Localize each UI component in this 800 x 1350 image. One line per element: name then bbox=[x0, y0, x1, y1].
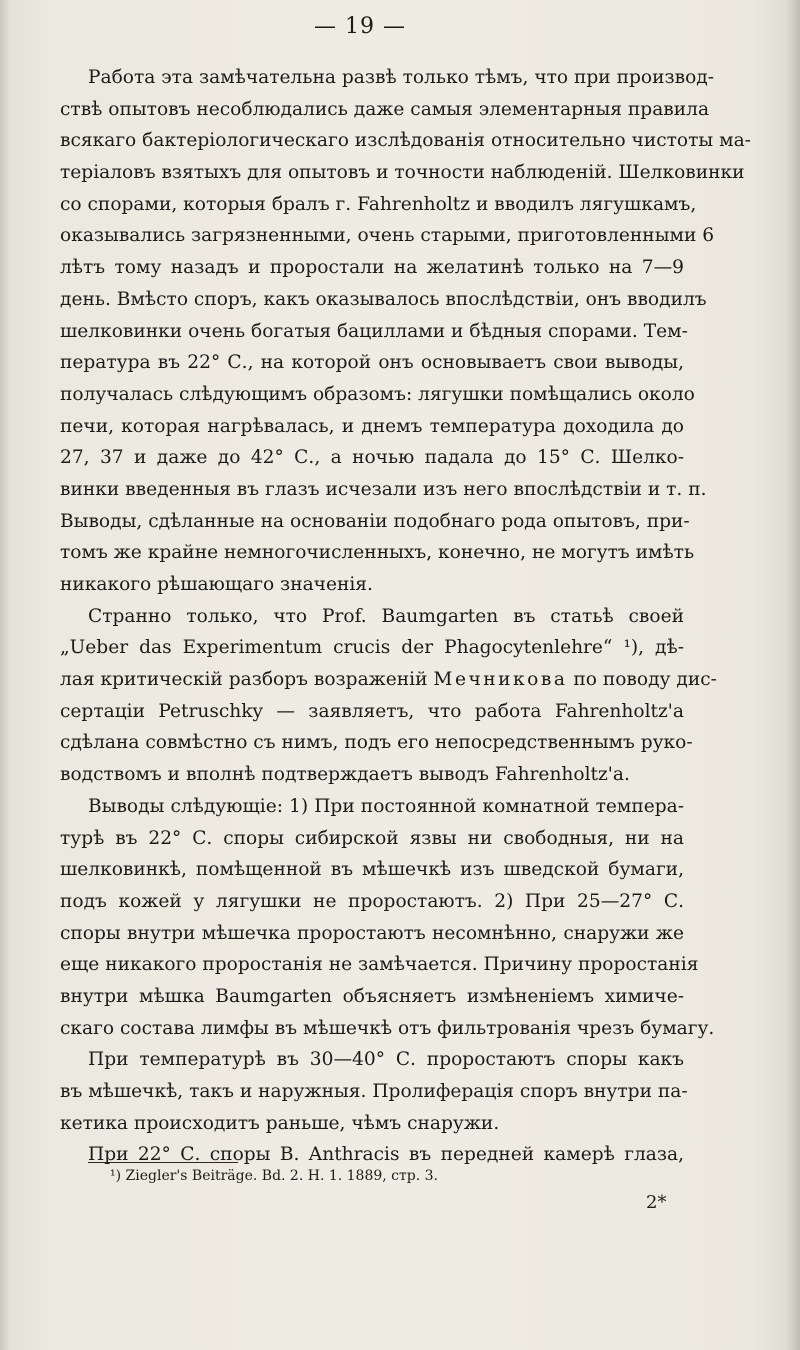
text-line: При температурѣ въ 30—40° С. проростаютъ споры какъ bbox=[88, 1049, 684, 1071]
text-line: въ мѣшечкѣ, такъ и наружныя. Пролиферація споръ внутри па- bbox=[60, 1081, 688, 1102]
text-line: шелковинки очень богатыя бациллами и бѣдныя спорами. Тем- bbox=[60, 320, 688, 342]
page-left-shadow bbox=[0, 0, 10, 1350]
text-line: При 22° С. споры B. Anthracis въ передней камерѣ глаза, bbox=[88, 1144, 684, 1166]
page-right-shadow bbox=[786, 0, 800, 1350]
text-line: лѣтъ тому назадъ и проростали на желатинѣ только на 7—9 bbox=[60, 257, 684, 279]
text-line: томъ же крайне немногочисленныхъ, конечно, не могутъ имѣть bbox=[60, 542, 695, 564]
text-line: подъ кожей у лягушки не проростаютъ. 2) При 25—27° С. bbox=[60, 890, 684, 912]
signature-mark: 2* bbox=[646, 1192, 667, 1213]
text-line: винки введенныя въ глазъ исчезали изъ него впослѣдствіи и т. п. bbox=[60, 478, 707, 500]
text-fragment: лая критическій разборъ возраженій bbox=[60, 669, 434, 691]
footnote: ¹) Ziegler's Beiträge. Bd. 2. H. 1. 1889, стр. 3. bbox=[110, 1168, 438, 1184]
text-line: Странно только, что Prof. Baumgarten въ статьѣ своей bbox=[88, 605, 684, 627]
footnote-divider bbox=[88, 1162, 238, 1163]
author-name-spaced: Мечникова bbox=[433, 669, 568, 691]
text-line: еще никакого проростанія не замѣчается. Причину проростанія bbox=[60, 954, 699, 976]
text-line: споры внутри мѣшечка проростаютъ несомнѣнно, снаружи же bbox=[60, 922, 684, 944]
text-line: оказывались загрязненными, очень старыми, приготовленными 6 bbox=[60, 225, 715, 247]
text-line: Выводы, сдѣланные на основаніи подобнаго рода опытовъ, при- bbox=[60, 510, 690, 532]
text-line: кетика происходитъ раньше, чѣмъ снаружи. bbox=[60, 1112, 500, 1134]
text-fragment: по поводу дис- bbox=[567, 669, 717, 691]
text-line: водствомъ и вполнѣ подтверждаетъ выводъ Fahrenholtz'а. bbox=[60, 764, 630, 786]
text-line: никакого рѣшающаго значенія. bbox=[60, 574, 373, 595]
text-line: теріаловъ взятыхъ для опытовъ и точности наблюденій. Шелковинки bbox=[60, 162, 745, 184]
text-line: сертаціи Petruschky — заявляетъ, что работа Fahrenholtz'а bbox=[60, 700, 684, 722]
text-line: шелковинкѣ, помѣщенной въ мѣшечкѣ изъ шведской бумаги, bbox=[60, 859, 684, 881]
text-line: Выводы слѣдующіе: 1) При постоянной комнатной темпера- bbox=[88, 795, 684, 817]
page-number: — 19 — bbox=[314, 14, 406, 39]
text-line: Работа эта замѣчательна развѣ только тѣмъ, что при производ- bbox=[88, 67, 715, 88]
text-line: скаго состава лимфы въ мѣшечкѣ отъ фильтрованія чрезъ бумагу. bbox=[60, 1017, 715, 1039]
text-line: печи, которая нагрѣвалась, и днемъ температура доходила до bbox=[60, 415, 684, 437]
text-line: ствѣ опытовъ несоблюдались даже самыя элементарныя правила bbox=[60, 98, 710, 120]
text-line: получалась слѣдующимъ образомъ: лягушки помѣщались около bbox=[60, 383, 695, 405]
text-line: сдѣлана совмѣстно съ нимъ, подъ его непосредственнымъ руко- bbox=[60, 732, 693, 754]
text-line: внутри мѣшка Baumgarten объясняетъ измѣненіемъ химиче- bbox=[60, 985, 684, 1007]
main-text bbox=[60, 62, 751, 1171]
text-line: турѣ въ 22° С. споры сибирской язвы ни свободныя, ни на bbox=[60, 827, 684, 849]
text-line: со спорами, которыя бралъ г. Fahrenholtz и вводилъ лягушкамъ, bbox=[60, 193, 697, 215]
text-line: день. Вмѣсто споръ, какъ оказывалось впослѣдствіи, онъ вводилъ bbox=[60, 288, 707, 310]
text-line: всякаго бактеріологическаго изслѣдованія относительно чистоты ма- bbox=[60, 130, 751, 152]
text-line: „Ueber das Experimentum crucis der Phagocytenlehre“ ¹), дѣ- bbox=[60, 637, 684, 659]
text-line: 27, 37 и даже до 42° С., а ночью падала до 15° С. Шелко- bbox=[60, 447, 684, 469]
text-line bbox=[60, 664, 717, 696]
text-line: пература въ 22° С., на которой онъ основываетъ свои выводы, bbox=[60, 352, 684, 374]
